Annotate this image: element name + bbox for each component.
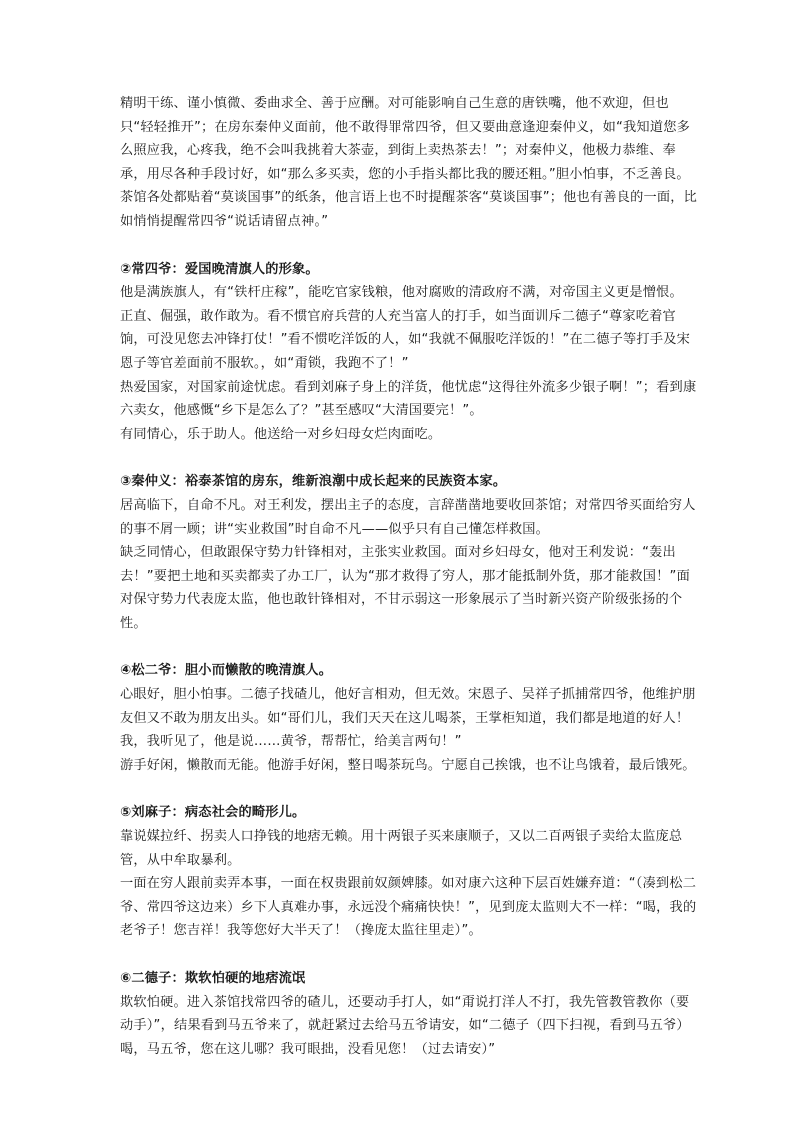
- section-heading-erdezi: ⑥二德子：欺软怕硬的地痞流氓: [120, 971, 306, 986]
- section-paragraph: 游手好闲，懒散而无能。他游手好闲，整日喝茶玩鸟。宁愿自己挨饿，也不让鸟饿着，最后饿死。: [120, 757, 696, 773]
- section-heading-liumazi: ⑤刘麻子：病态社会的畸形儿。: [120, 805, 306, 821]
- section-paragraph: 正直、倔强，敢作敢为。看不惯官府兵营的人充当富人的打手，如当面训斥二德子“尊家吃着官饷，可没见您去冲锋打仗！”看不惯吃洋饭的人，如“我就不佩服吃洋饭的！”在二德子等打手及宋恩子等官差面前不服软。，如“甭锁，我跑不了！”: [120, 308, 690, 371]
- section-paragraph: 一面在穷人跟前卖弄本事，一面在权贵跟前奴颜婢膝。如对康六这种下层百姓嫌弃道：“（凑到松二爷、常四爷这边来）乡下人真难办事，永远没个痛痛快快！”，见到庞太监则大不一样：“喝，我的老爷子！您吉祥！我等您好大半天了！（搀庞太监往里走）”。: [120, 876, 697, 939]
- section-paragraph: 他是满族旗人，有“铁杆庄稼”，能吃官家钱粮，他对腐败的清政府不满，对帝国主义更是憎恨。: [120, 285, 683, 301]
- section-paragraph: 欺软怕硬。进入茶馆找常四爷的碴儿，还要动手打人，如“甭说打洋人不打，我先管教管教你（要动手）”，结果看到马五爷来了，就赶紧过去给马五爷请安，如“二德子（四下扫视，看到马五爷）喝，马五爷，您在这儿哪？我可眼拙，没看见您！（过去请安）”: [120, 994, 690, 1057]
- section-heading-qinzhongyi: ③秦仲义：裕泰茶馆的房东，维新浪潮中成长起来的民族资本家。: [120, 474, 507, 490]
- section-paragraph: 居高临下，自命不凡。对王利发，摆出主子的态度，言辞凿凿地要收回茶馆；对常四爷买面给穷人的事不屑一顾；讲“实业救国”时自命不凡——似乎只有自己懂怎样救国。: [120, 497, 696, 537]
- section-paragraph: 有同情心，乐于助人。他送给一对乡妇母女烂肉面吃。: [120, 426, 442, 442]
- section-paragraph: 靠说媒拉纤、拐卖人口挣钱的地痞无赖。用十两银子买来康顺子，又以二百两银子卖给太监庞总管，从中牟取暴利。: [120, 829, 683, 868]
- section-paragraph: 缺乏同情心，但敢跟保守势力针锋相对，主张实业救国。面对乡妇母女，他对王利发说：“轰出去！”要把土地和买卖都卖了办工厂，认为“那才救得了穷人，那才能抵制外货，那才能救国！”面对保守势力代表庞太监，他也敢针锋相对，不甘示弱这一形象展示了当时新兴资产阶级张扬的个性。: [120, 545, 690, 631]
- intro-paragraph: 精明干练、谨小慎微、委曲求全、善于应酬。对可能影响自己生意的唐铁嘴，他不欢迎，但也只“轻轻推开”；在房东秦仲义面前，他不敢得罪常四爷，但又要曲意逢迎秦仲义，如“我知道您多么照应我，心疼我，绝不会叫我挑着大茶壶，到街上卖热茶去！”；对秦仲义，他极力恭维、奉承，用尽各种手段讨好，如“那么多买卖，您的小手指头都比我的腰还粗。”胆小怕事，不乏善良。茶馆各处都贴着“莫谈国事”的纸条，他言语上也不时提醒茶客“莫谈国事”；他也有善良的一面，比如悄悄提醒常四爷“说话请留点神。”: [120, 96, 698, 229]
- section-paragraph: 热爱国家，对国家前途忧虑。看到刘麻子身上的洋货，他忧虑“这得往外流多少银子啊！”；看到康六卖女，他感慨“乡下是怎么了？”甚至感叹“大清国要完！”。: [120, 379, 697, 419]
- section-heading-changsiye: ②常四爷：爱国晚清旗人的形象。: [120, 261, 319, 277]
- section-heading-songerye: ④松二爷：胆小而懒散的晚清旗人。: [120, 663, 333, 679]
- section-paragraph: 心眼好，胆小怕事。二德子找碴儿，他好言相劝，但无效。宋恩子、吴祥子抓捕常四爷，他维护朋友但又不敢为朋友出头。如“哥们儿，我们天天在这儿喝茶，王掌柜知道，我们都是地道的好人！我，我听见了，他是说……黄爷，帮帮忙，给美言两句！”: [120, 687, 696, 750]
